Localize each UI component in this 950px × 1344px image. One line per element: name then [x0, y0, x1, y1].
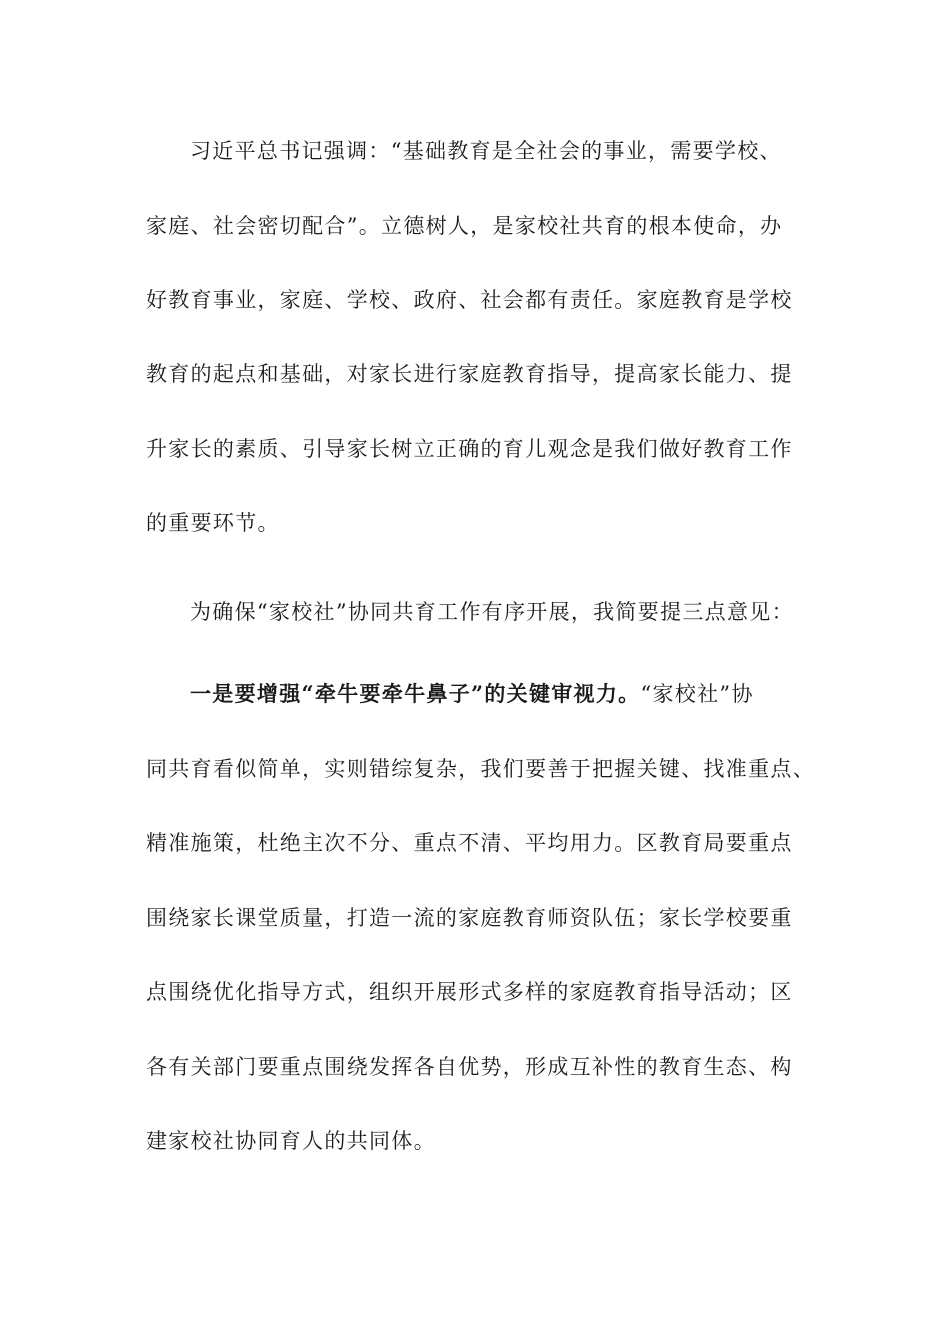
paragraph-1-line-3: 好教育事业，家庭、学校、政府、社会都有责任。家庭教育是学校 — [146, 288, 793, 312]
paragraph-1-line-4: 教育的起点和基础，对家长进行家庭教育指导，提高家长能力、提 — [146, 362, 793, 386]
paragraph-3-first-line-rest: “家校社”协 — [640, 682, 754, 706]
paragraph-1-line-1: 习近平总书记强调：“基础教育是全社会的事业，需要学校、 — [190, 139, 782, 163]
paragraph-3-line-2: 同共育看似简单，实则错综复杂，我们要善于把握关键、找准重点、 — [146, 757, 815, 781]
paragraph-3-line-3: 精准施策，杜绝主次不分、重点不清、平均用力。区教育局要重点 — [146, 831, 793, 855]
paragraph-3-line-6: 各有关部门要重点围绕发挥各自优势，形成互补性的教育生态、构 — [146, 1055, 793, 1079]
paragraph-3-line-4: 围绕家长课堂质量，打造一流的家庭教育师资队伍；家长学校要重 — [146, 906, 793, 930]
paragraph-1-line-2: 家庭、社会密切配合”。立德树人，是家校社共育的根本使命，办 — [146, 214, 783, 238]
paragraph-2-line-1: 为确保“家校社”协同共育工作有序开展，我简要提三点意见： — [190, 600, 794, 624]
paragraph-3-heading: 一是要增强“牵牛要牵牛鼻子”的关键审视力。 — [190, 681, 641, 706]
paragraph-3-line-7: 建家校社协同育人的共同体。 — [146, 1129, 436, 1153]
paragraph-3-line-1 — [190, 679, 850, 709]
paragraph-3-line-5: 点围绕优化指导方式，组织开展形式多样的家庭教育指导活动；区 — [146, 980, 793, 1004]
paragraph-1-line-6: 的重要环节。 — [146, 511, 280, 535]
paragraph-1-line-5: 升家长的素质、引导家长树立正确的育儿观念是我们做好教育工作 — [146, 437, 793, 461]
